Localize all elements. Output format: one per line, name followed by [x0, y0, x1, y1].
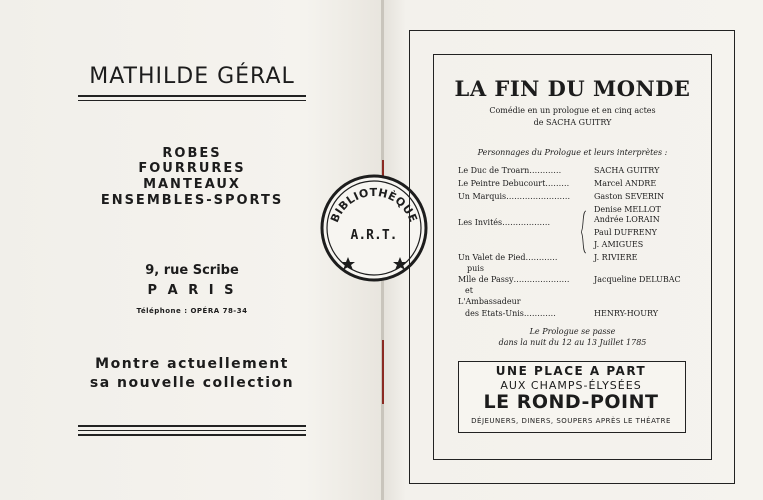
cast-actor: Marcel ANDRE: [594, 179, 657, 188]
cast-actor: Paul DUFRENY: [594, 228, 657, 237]
cast-role: Le Peintre Debucourt………: [458, 179, 570, 188]
footer-rule: [78, 430, 306, 431]
cast-actor: J. AMIGUES: [594, 240, 644, 249]
footer-rule: [78, 425, 306, 427]
stamp-inner-text: A.R.T.: [350, 228, 398, 243]
cast-role: Mlle de Passy…………………: [458, 275, 570, 284]
phone-number: Téléphone : OPÉRA 78-34: [136, 307, 248, 315]
cast-role: Un Marquis……………………: [458, 192, 571, 201]
play-subtitle: Comédie en un prologue et en cinq actes: [489, 106, 656, 115]
prologue-note: Le Prologue se passe: [529, 327, 616, 336]
play-author: de SACHA GUITRY: [533, 118, 612, 127]
binding-thread: [382, 340, 384, 404]
brand-rule: [78, 95, 306, 97]
cast-actor: Jacqueline DELUBAC: [594, 275, 681, 284]
offering-item: ROBES: [162, 146, 222, 161]
advert-venue: LE ROND-POINT: [483, 391, 659, 413]
advert-tagline: UNE PLACE A PART: [495, 364, 647, 378]
cast-connector: puis: [467, 264, 484, 273]
offering-item: FOURRURES: [138, 161, 246, 176]
advert-location: AUX CHAMPS-ÉLYSÉES: [500, 379, 642, 392]
cast-connector: et: [465, 286, 473, 295]
brace-icon: [581, 210, 587, 254]
brand-rule: [78, 100, 306, 101]
cast-role: L'Ambassadeur: [458, 297, 521, 306]
play-title: LA FIN DU MONDE: [454, 76, 691, 101]
prologue-date: dans la nuit du 12 au 13 Juillet 1785: [498, 338, 647, 347]
brand-name: MATHILDE GÉRAL: [89, 64, 295, 89]
cast-actor: Andrée LORAIN: [594, 215, 660, 224]
cast-actor: Denise MELLOT: [594, 205, 661, 214]
collection-line: Montre actuellement: [95, 356, 289, 372]
cast-heading: Personnages du Prologue et leurs interprètes :: [477, 148, 668, 157]
address-street: 9, rue Scribe: [145, 263, 239, 278]
cast-actor: J. RIVIERE: [594, 253, 638, 262]
offering-item: ENSEMBLES-SPORTS: [100, 193, 284, 208]
cast-role: Le Duc de Troarn…………: [458, 166, 562, 175]
cast-actor: SACHA GUITRY: [594, 166, 660, 175]
address-city: P A R I S: [147, 283, 237, 298]
cast-role: des Etats-Unis…………: [465, 309, 556, 318]
cast-role: Un Valet de Pied…………: [458, 253, 558, 262]
advert-services: DÉJEUNERS, DINERS, SOUPERS APRÈS LE THÉATRE: [471, 417, 671, 425]
footer-rule: [78, 434, 306, 436]
offering-item: MANTEAUX: [143, 177, 241, 192]
cast-actor: HENRY-HOURY: [594, 309, 659, 318]
cast-actor: Gaston SEVERIN: [594, 192, 665, 201]
collection-line: sa nouvelle collection: [89, 375, 295, 391]
cast-role: Les Invités………………: [458, 218, 551, 227]
stamp-outer-text: BIBLIOTHÈQUE: [328, 185, 420, 225]
